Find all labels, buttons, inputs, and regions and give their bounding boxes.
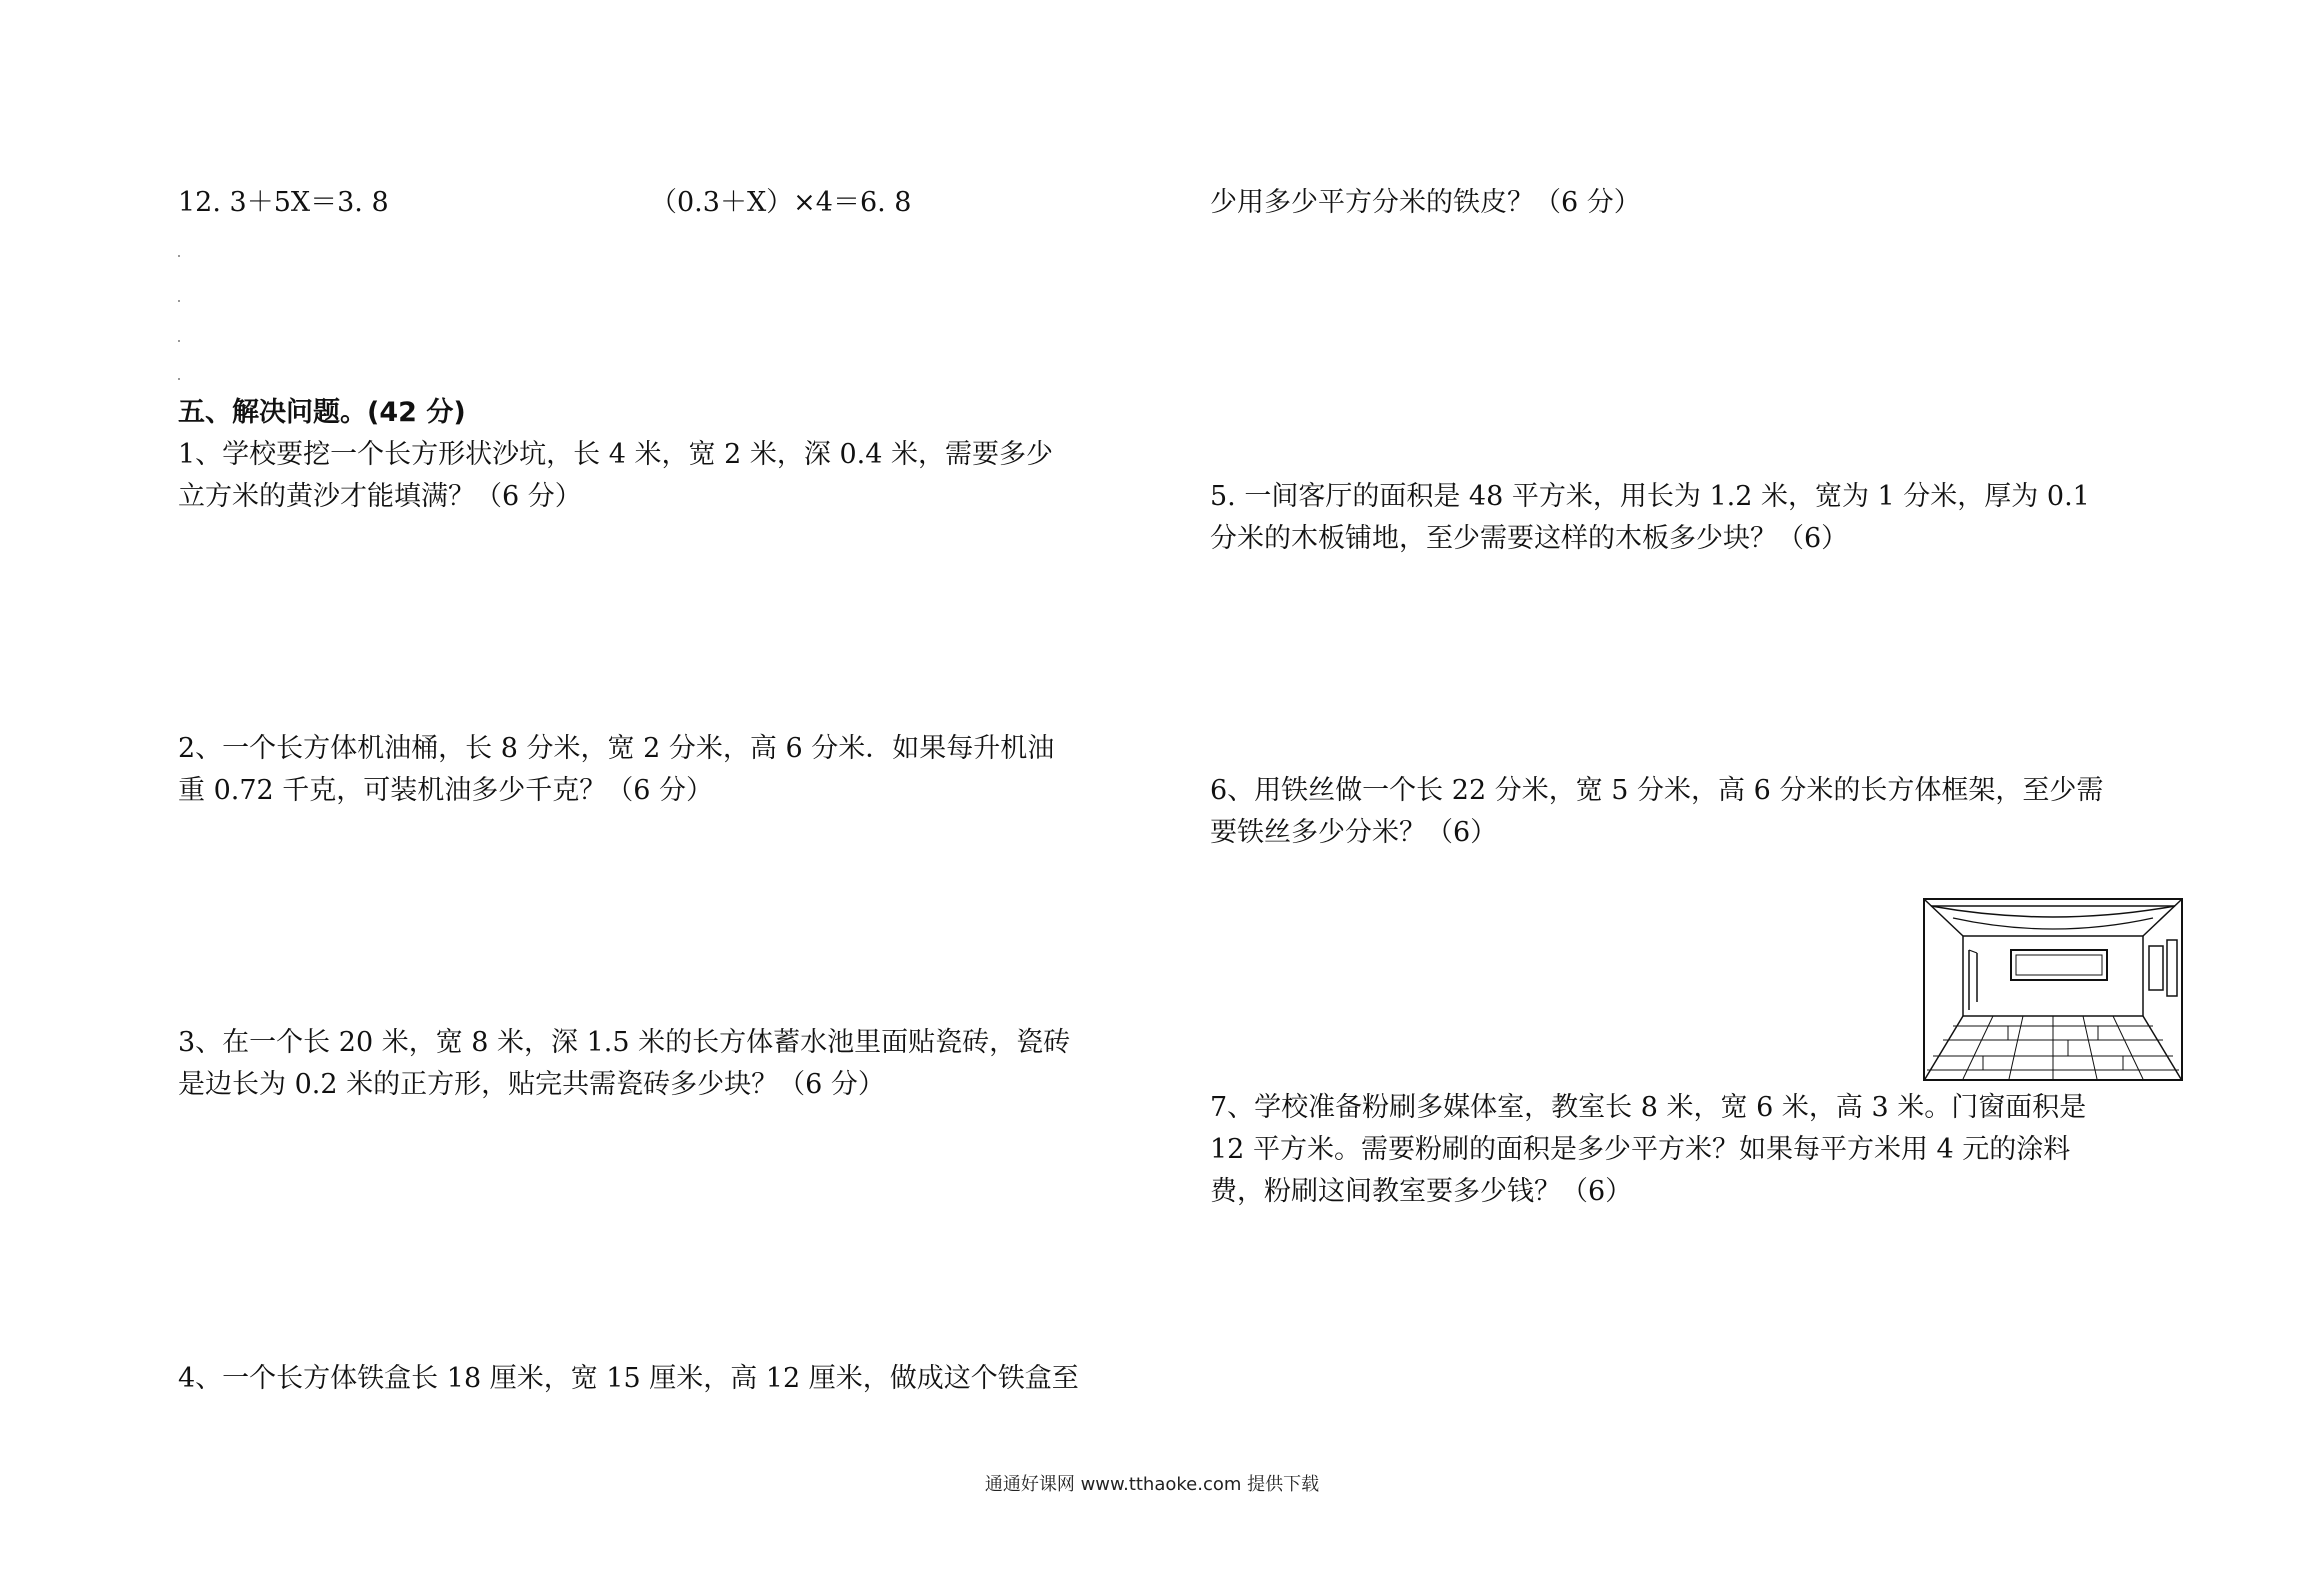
- question-2-line-2: 重 0.72 千克，可装机油多少千克？（6 分）: [178, 775, 714, 806]
- question-1-line-1: 1、学校要挖一个长方形状沙坑，长 4 米，宽 2 米，深 0.4 米，需要多少: [178, 439, 1053, 470]
- section-heading: 五、解决问题。(42 分): [178, 397, 466, 428]
- scan-speck: [178, 300, 180, 302]
- question-5-line-1: 5. 一间客厅的面积是 48 平方米，用长为 1.2 米，宽为 1 分米，厚为 0.1: [1210, 481, 2090, 512]
- equation-12a: 12. 3＋5X＝3. 8: [178, 187, 389, 218]
- question-3-line-2: 是边长为 0.2 米的正方形，贴完共需瓷砖多少块？（6 分）: [178, 1069, 885, 1100]
- footer-credit: 通通好课网 www.tthaoke.com 提供下载: [984, 1474, 1320, 1495]
- scan-speck: [178, 378, 180, 380]
- question-5-line-2: 分米的木板铺地，至少需要这样的木板多少块？（6）: [1210, 523, 1849, 554]
- question-3-line-1: 3、在一个长 20 米，宽 8 米，深 1.5 米的长方体蓄水池里面贴瓷砖，瓷砖: [178, 1027, 1071, 1058]
- question-1-line-2: 立方米的黄沙才能填满？（6 分）: [178, 481, 582, 512]
- classroom-illustration: [1923, 898, 2183, 1081]
- question-7-line-2: 12 平方米。需要粉刷的面积是多少平方米？如果每平方米用 4 元的涂料: [1210, 1134, 2071, 1165]
- question-7-line-1: 7、学校准备粉刷多媒体室，教室长 8 米，宽 6 米，高 3 米。门窗面积是: [1210, 1092, 2087, 1123]
- question-2-line-1: 2、一个长方体机油桶，长 8 分米，宽 2 分米，高 6 分米．如果每升机油: [178, 733, 1055, 764]
- question-4-line-2: 少用多少平方分米的铁皮？（6 分）: [1210, 187, 1641, 218]
- scan-speck: [178, 255, 180, 257]
- equation-12b: （0.3＋X）×4＝6. 8: [650, 187, 912, 218]
- question-6-line-2: 要铁丝多少分米？（6）: [1210, 817, 1498, 848]
- question-4-line-1: 4、一个长方体铁盒长 18 厘米，宽 15 厘米，高 12 厘米，做成这个铁盒至: [178, 1363, 1079, 1394]
- question-6-line-1: 6、用铁丝做一个长 22 分米，宽 5 分米，高 6 分米的长方体框架，至少需: [1210, 775, 2104, 806]
- scan-speck: [178, 340, 180, 342]
- question-7-line-3: 费，粉刷这间教室要多少钱？（6）: [1210, 1176, 1633, 1207]
